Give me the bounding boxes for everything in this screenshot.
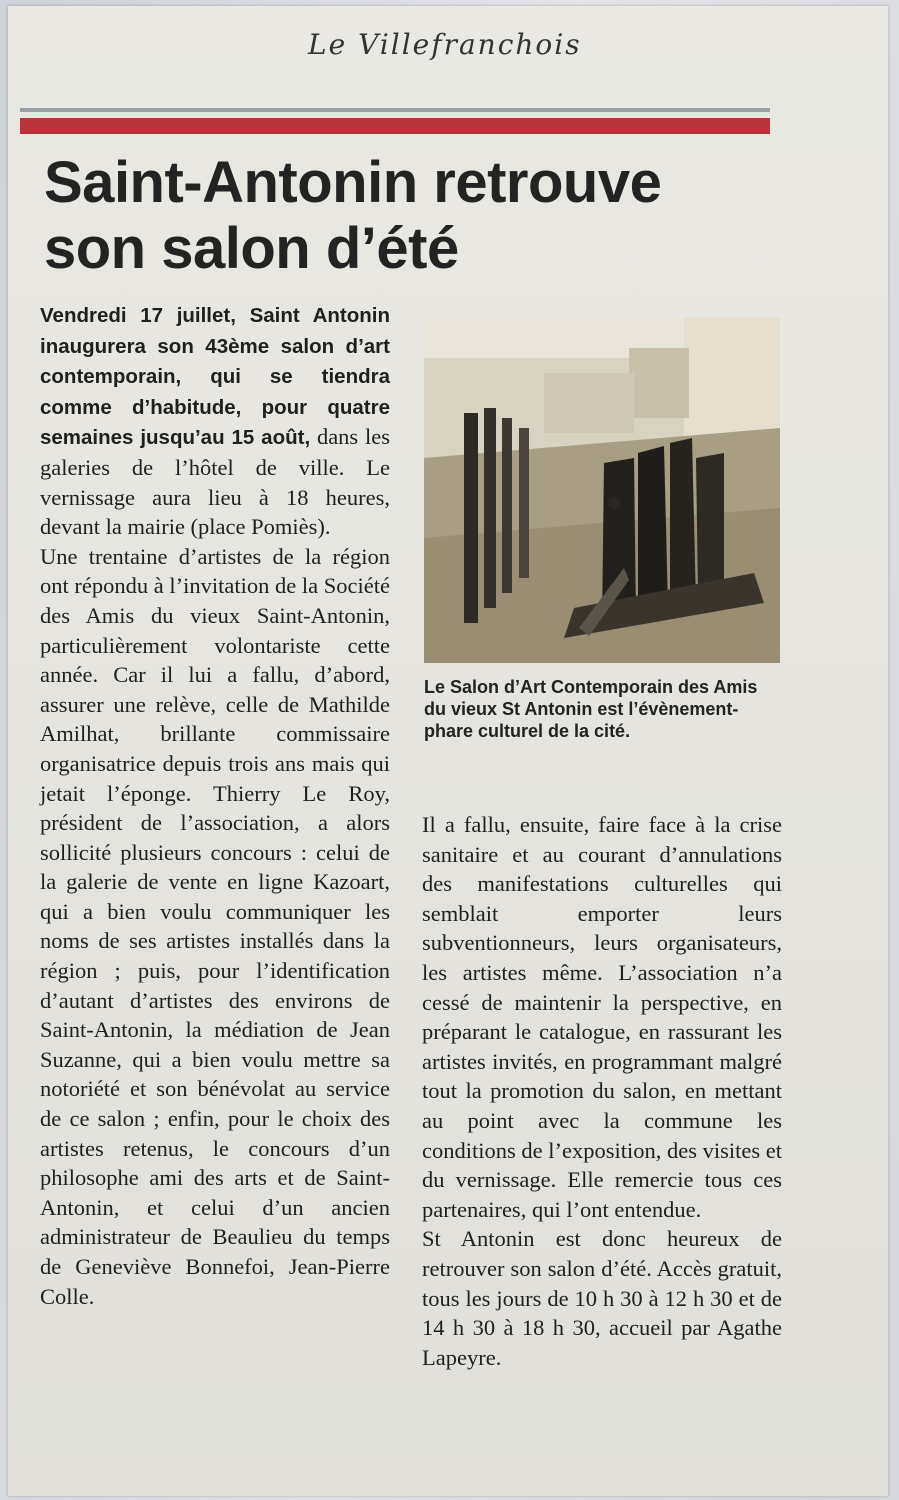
top-rule: [20, 108, 770, 112]
handwritten-note: Le Villefranchois: [308, 28, 582, 61]
headline: [44, 150, 784, 282]
article-paragraph-3: Il a fallu, ensuite, faire face à la crise sanitaire et au courant d’annulations des manifestations culturelles qui semblait emporter leurs subventionneurs, leurs organisateurs, les artistes même. L’association n’a cessé de maintenir la perspective, en préparant le catalogue, en rassurant les artistes invités, en programmant malgré tout la promotion du salon, en mettant au point avec la commune les conditions de l’exposition, des visites et du vernissage. Elle remercie tous ces partenaires, qui l’ont entendue.: [422, 812, 782, 1222]
red-banner-rule: [20, 118, 770, 134]
exhibition-photo: [424, 318, 780, 663]
lead-bold-text: Vendredi 17 juillet, Saint Antonin inaugurera son 43ème salon d’art contemporain, qui se tiendra comme d’habitude, pour quatre semaines jusqu’au 15 août,: [40, 304, 390, 450]
article-paragraph-2: Une trentaine d’artistes de la région ont répondu à l’invitation de la Société des Amis du vieux Saint-Antonin, particulièrement volontariste cette année. Car il lui a fallu, d’abord, assurer une relève, celle de Mathilde Amilhat, brillante commissaire organisatrice depuis trois ans mais qui jetait l’éponge. Thierry Le Roy, président de l’association, a alors sollicité plusieurs concours : celui de la galerie de vente en ligne Kazoart, qui a bien voulu communiquer les noms de ses artistes installés dans la région ; puis, pour l’identification d’autant d’artistes des environs de Saint-Antonin, la médiation de Jean Suzanne, qui a bien voulu mettre sa notoriété et son bénévolat au service de ce salon ; enfin, pour le choix des artistes retenus, le concours d’un philosophe ami des arts et de Saint-Antonin, et celui d’un ancien administrateur de Beaulieu du temps de Geneviève Bonnefoi, Jean-Pierre Colle.: [40, 543, 390, 1309]
photo-caption: Le Salon d’Art Contemporain des Amis du vieux St Antonin est l’évènement-phare culturel de la cité.: [424, 677, 758, 741]
sculpture-gallery-image: [424, 318, 780, 663]
lead-paragraph: [40, 300, 390, 542]
article-column-right: [422, 810, 782, 1372]
headline-line-1: Saint-Antonin retrouve: [44, 150, 662, 215]
article-paragraph-4: St Antonin est donc heureux de retrouver son salon d’été. Accès gratuit, tous les jours de 10 h 30 à 12 h 30 et de 14 h 30 à 18 h 30, accueil par Agathe Lapeyre.: [422, 1226, 782, 1370]
article-column-left: [40, 300, 390, 1311]
lead-rest-text: dans les galeries de l’hôtel de ville. Le vernissage aura lieu à 18 heures, devant la mairie (place Pomiès).: [40, 424, 390, 540]
headline-line-2: son salon d’été: [44, 216, 459, 281]
